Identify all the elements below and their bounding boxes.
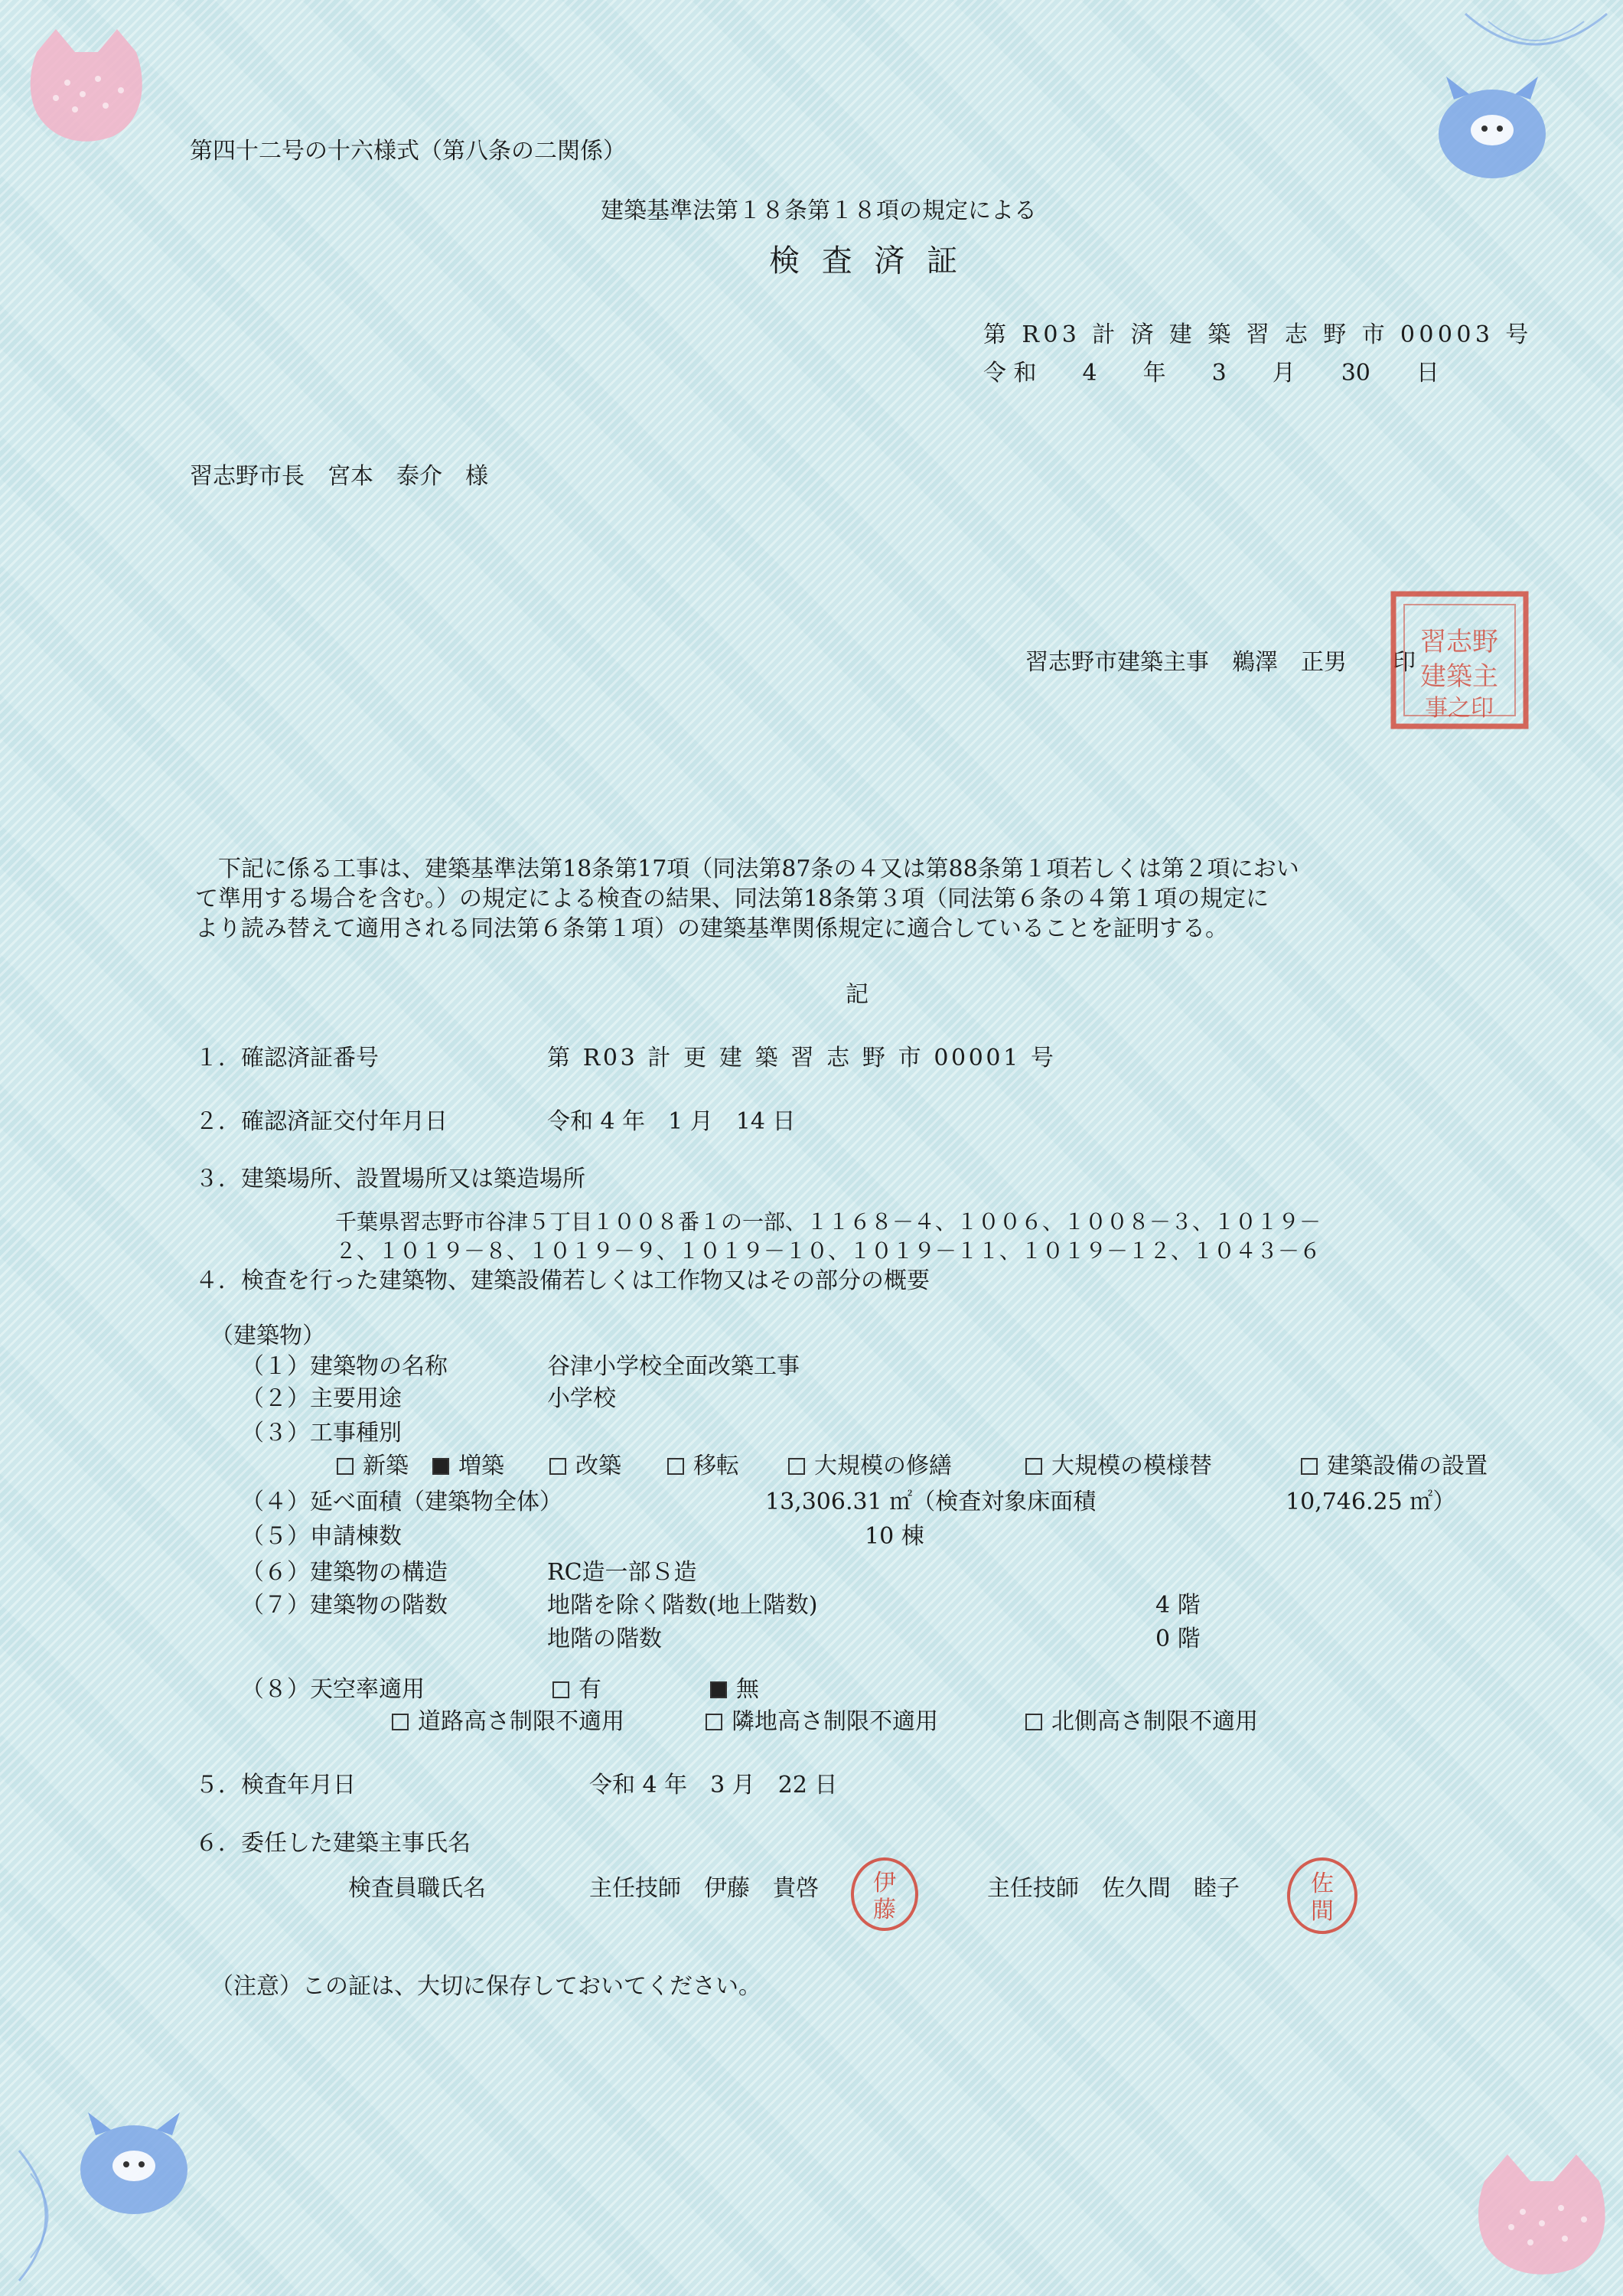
caution-note: （注意）この証は、大切に保存しておいてください。 <box>210 1973 761 2000</box>
unchecked-box-icon <box>337 1458 354 1475</box>
unchecked-box-icon <box>1025 1458 1042 1475</box>
item-1-value: 第 R03 計 更 建 築 習 志 野 市 00001 号 <box>547 1045 1057 1071</box>
unchecked-box-icon <box>706 1714 722 1730</box>
item-3-label: ３．建築場所、設置場所又は築造場所 <box>195 1166 585 1192</box>
work-type-option-label: 建築設備の設置 <box>1327 1453 1488 1479</box>
floors-label: （７）建築物の階数 <box>241 1592 448 1619</box>
pink-mascot-bottom-right <box>1469 2143 1615 2281</box>
unchecked-box-icon <box>392 1714 409 1730</box>
work-type-option-label: 新築 <box>363 1453 409 1479</box>
svg-text:間: 間 <box>1311 1898 1334 1925</box>
work-type-option-label: 改築 <box>575 1453 621 1479</box>
svg-text:伊: 伊 <box>873 1870 896 1896</box>
work-type-option-1 <box>337 1453 409 1480</box>
height-restriction-option-2 <box>706 1708 938 1736</box>
unchecked-box-icon <box>552 1681 569 1698</box>
unchecked-box-icon <box>549 1458 566 1475</box>
height-restriction-option-label: 道路高さ制限不適用 <box>418 1708 624 1735</box>
floor-area-value: 13,306.31 ㎡（検査対象床面積 <box>765 1489 1097 1515</box>
blue-mascot-bottom-left <box>73 2108 195 2223</box>
city-logo-bottom-left <box>11 2143 80 2288</box>
unchecked-box-icon <box>788 1458 805 1475</box>
item-5-value: 令和 4 年 3 月 22 日 <box>589 1772 838 1799</box>
svg-text:習志野: 習志野 <box>1420 627 1498 657</box>
item-3-value-line-2: ２、１０１９－８、１０１９－９、１０１９－１０、１０１９－１１、１０１９－１２、１０４３－６ <box>335 1238 1322 1264</box>
checked-box-icon <box>432 1458 449 1475</box>
work-type-option-label: 大規模の修繕 <box>814 1453 952 1479</box>
sky-ratio-option-label: 有 <box>578 1676 601 1703</box>
svg-text:藤: 藤 <box>873 1896 896 1923</box>
height-restriction-option-label: 北側高さ制限不適用 <box>1051 1708 1258 1735</box>
blue-mascot-top-right <box>1431 73 1553 188</box>
work-type-option-2 <box>432 1453 504 1480</box>
sky-ratio-option-label: 無 <box>736 1676 759 1703</box>
inspector-2-name: 主任技師 佐久間 睦子 <box>987 1875 1240 1902</box>
svg-text:事之印: 事之印 <box>1425 695 1494 722</box>
svg-text:建築主: 建築主 <box>1420 661 1498 692</box>
building-name-value: 谷津小学校全面改築工事 <box>547 1353 800 1380</box>
inspector-2-seal <box>1284 1856 1361 1936</box>
basement-floors-value: 0 階 <box>1155 1626 1201 1652</box>
item-6-label: ６．委任した建築主事氏名 <box>195 1830 471 1857</box>
issue-date: 令 和 4 年 3 月 30 日 <box>983 360 1439 386</box>
inspector-1-name: 主任技師 伊藤 貴啓 <box>589 1875 819 1902</box>
work-type-option-label: 大規模の模様替 <box>1051 1453 1212 1479</box>
unchecked-box-icon <box>1301 1458 1318 1475</box>
work-type-option-7 <box>1301 1453 1488 1480</box>
body-line-3: より読み替えて適用される同法第６条第１項）の建築基準関係規定に適合していることを証明する。 <box>195 915 1228 942</box>
body-line-2: て準用する場合を含む。）の規定による検査の結果、同法第18条第３項（同法第６条の４第１項の規定に <box>195 885 1269 912</box>
issuer-official-seal <box>1389 589 1530 731</box>
unchecked-box-icon <box>667 1458 684 1475</box>
item-2-label: ２．確認済証交付年月日 <box>195 1108 448 1135</box>
height-restriction-option-3 <box>1025 1708 1258 1736</box>
building-name-label: （１）建築物の名称 <box>241 1353 448 1380</box>
item-5-label: ５．検査年月日 <box>195 1772 356 1799</box>
pink-mascot-top-left <box>21 21 152 152</box>
inspected-floor-area-value: 10,746.25 ㎡） <box>1286 1489 1456 1515</box>
inspector-label: 検査員職氏名 <box>348 1875 486 1902</box>
page-title: 検 査 済 証 <box>769 243 964 279</box>
building-count-value: 10 棟 <box>865 1523 924 1550</box>
above-ground-floors-label: 地階を除く階数(地上階数) <box>547 1592 818 1619</box>
addressee: 習志野市長 宮本 泰介 様 <box>190 463 488 490</box>
body-line-1: 下記に係る工事は、建築基準法第18条第17項（同法第87条の４又は第88条第１項若しくは第２項におい <box>195 856 1299 882</box>
legal-basis-subtitle: 建築基準法第１８条第１８項の規定による <box>601 197 1037 224</box>
work-type-option-4 <box>667 1453 739 1480</box>
issuer-name: 習志野市建築主事 鵜澤 正男 印 <box>1025 649 1416 676</box>
item-2-value: 令和 4 年 1 月 14 日 <box>547 1108 796 1135</box>
inspector-1-seal <box>848 1856 921 1932</box>
work-type-option-5 <box>788 1453 952 1480</box>
city-logo-top-right <box>1458 6 1615 75</box>
item-3-value-line-1: 千葉県習志野市谷津５丁目１００８番１の一部、１１６８－４、１００６、１００８－３、１０１９－ <box>335 1209 1322 1234</box>
work-type-option-label: 移転 <box>693 1453 739 1479</box>
sky-ratio-label: （８）天空率適用 <box>241 1676 425 1703</box>
building-section-header: （建築物） <box>210 1322 325 1349</box>
checked-box-icon <box>710 1681 727 1698</box>
height-restriction-option-label: 隣地高さ制限不適用 <box>732 1708 938 1735</box>
work-type-option-label: 増築 <box>458 1453 504 1479</box>
structure-label: （６）建築物の構造 <box>241 1559 448 1586</box>
above-ground-floors-value: 4 階 <box>1155 1592 1201 1619</box>
unchecked-box-icon <box>1025 1714 1042 1730</box>
sky-ratio-option-2 <box>710 1676 759 1704</box>
structure-value: RC造一部Ｓ造 <box>547 1559 697 1586</box>
main-use-value: 小学校 <box>547 1385 616 1412</box>
work-type-option-3 <box>549 1453 621 1480</box>
sky-ratio-option-1 <box>552 1676 601 1704</box>
floor-area-label: （４）延べ面積（建築物全体） <box>241 1489 562 1515</box>
form-number: 第四十二号の十六様式（第八条の二関係） <box>190 138 626 165</box>
certificate-number: 第 R03 計 済 建 築 習 志 野 市 00003 号 <box>983 321 1533 348</box>
svg-text:佐: 佐 <box>1311 1870 1334 1897</box>
main-use-label: （２）主要用途 <box>241 1385 402 1412</box>
work-type-option-6 <box>1025 1453 1212 1480</box>
basement-floors-label: 地階の階数 <box>547 1626 662 1652</box>
item-1-label: １．確認済証番号 <box>195 1045 379 1071</box>
ki-heading: 記 <box>846 981 869 1008</box>
height-restriction-option-1 <box>392 1708 624 1736</box>
building-count-label: （５）申請棟数 <box>241 1523 402 1550</box>
item-4-label: ４．検査を行った建築物、建築設備若しくは工作物又はその部分の概要 <box>195 1267 930 1294</box>
work-type-label: （３）工事種別 <box>241 1420 402 1446</box>
